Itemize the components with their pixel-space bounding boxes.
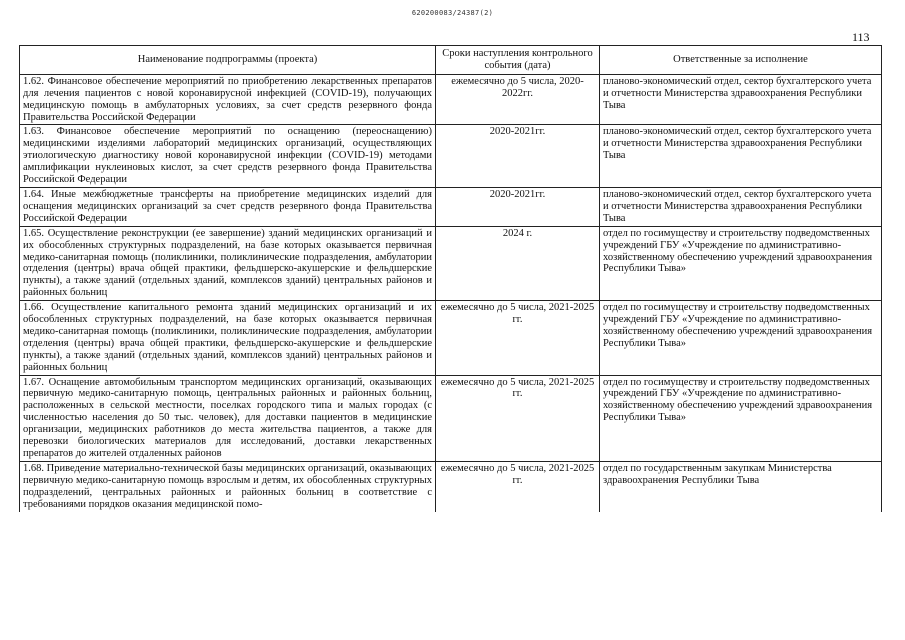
row-term-cell: ежемесячно до 5 числа, 2021-2025 гг. [436,461,600,511]
row-name-cell: 1.63. Финансовое обеспечение мероприятий по оснащению (переоснащению) медицинскими изделиями лабораторий медицинских организаций, осуществляющих этиологическую диагностику новой коронавирусной инфекции (COVID-19) методами амплификации нуклеиновых кислот, за счет средств резервного фонда Правительства Российской Федерации [20,125,436,188]
page-number: 113 [852,30,870,44]
row-responsible-cell: планово-экономический отдел, сектор бухгалтерского учета и отчетности Министерства здравоохранения Республики Тыва [600,125,882,188]
row-responsible-cell: отдел по госимуществу и строительству подведомственных учреждений ГБУ «Учреждение по административно-хозяйственному обеспечению учреждений здравоохранения Республики Тыва» [600,226,882,300]
row-name-cell: 1.66. Осуществление капитального ремонта зданий медицинских организаций и их обособленных структурных подразделений, на базе которых оказывается первичная медико-санитарная помощь (поликлиники, поликлинические подразделения, амбулатории отделения (центры) врача общей практики, фельдшерско-акушерские и фельдшерские пункты), а также зданий (отдельных зданий, комплексов зданий) центральных районов и районных больниц [20,301,436,375]
row-term-cell: 2024 г. [436,226,600,300]
row-term-cell: ежемесячно до 5 числа, 2020-2022гг. [436,74,600,125]
table-row [20,226,882,300]
row-name-cell: 1.68. Приведение материально-технической базы медицинских организаций, оказывающих первичную медико-санитарную помощь взрослым и детям, их обособленных структурных подразделений, центральных районных и районных больниц в соответствие с требованиями порядков оказания медицинской помо- [20,461,436,511]
row-responsible-cell: планово-экономический отдел, сектор бухгалтерского учета и отчетности Министерства здравоохранения Республики Тыва [600,74,882,125]
table-row [20,461,882,511]
row-term-cell: 2020-2021гг. [436,187,600,226]
table-header-row [20,46,882,75]
table-row [20,74,882,125]
row-term-cell: ежемесячно до 5 числа, 2021-2025 гг. [436,375,600,461]
row-name-cell: 1.65. Осуществление реконструкции (ее завершение) зданий медицинских организаций и их обособленных структурных подразделений, на базе которых оказывается первичная медико-санитарная помощь (поликлиники, поликлинические подразделения, амбулатории отделения (центры) врача общей практики, фельдшерско-акушерские и фельдшерские пункты), а также зданий (отдельных зданий, комплексов зданий) центральных районов и районных больниц [20,226,436,300]
table-row [20,375,882,461]
document-id: 620200083/24387(2) [411,9,494,17]
column-header-responsible: Ответственные за исполнение [600,46,882,75]
column-header-name: Наименование подпрограммы (проекта) [20,46,436,75]
control-events-table [19,45,882,512]
row-term-cell: 2020-2021гг. [436,125,600,188]
row-name-cell: 1.64. Иные межбюджетные трансферты на приобретение медицинских изделий для оснащения медицинских организаций за счет средств резервного фонда Правительства Российской Федерации [20,187,436,226]
row-name-cell: 1.62. Финансовое обеспечение мероприятий по приобретению лекарственных препаратов для лечения пациентов с новой коронавирусной инфекцией (COVID-19), получающих медицинскую помощь в амбулаторных условиях, за счет средств резервного фонда Правительства Российской Федерации [20,74,436,125]
table-row [20,125,882,188]
table-row [20,301,882,375]
row-name-cell: 1.67. Оснащение автомобильным транспортом медицинских организаций, оказывающих первичную медико-санитарную помощь, центральных районных и районных больниц, расположенных в сельской местности, поселках городского типа и малых городах (с численностью населения до 50 тыс. человек), для доставки пациентов в медицинские организации, медицинских работников до места жительства пациентов, а также для перевозки биологических материалов для исследований, доставки лекарственных препаратов до жителей отдаленных районов [20,375,436,461]
row-responsible-cell: отдел по госимуществу и строительству подведомственных учреждений ГБУ «Учреждение по административно-хозяйственному обеспечению учреждений здравоохранения Республики Тыва» [600,375,882,461]
table-row [20,187,882,226]
row-term-cell: ежемесячно до 5 числа, 2021-2025 гг. [436,301,600,375]
row-responsible-cell: отдел по госимуществу и строительству подведомственных учреждений ГБУ «Учреждение по административно-хозяйственному обеспечению учреждений здравоохранения Республики Тыва» [600,301,882,375]
row-responsible-cell: отдел по государственным закупкам Министерства здравоохранения Республики Тыва [600,461,882,511]
column-header-term: Сроки наступления контрольного события (дата) [436,46,600,75]
row-responsible-cell: планово-экономический отдел, сектор бухгалтерского учета и отчетности Министерства здравоохранения Республики Тыва [600,187,882,226]
